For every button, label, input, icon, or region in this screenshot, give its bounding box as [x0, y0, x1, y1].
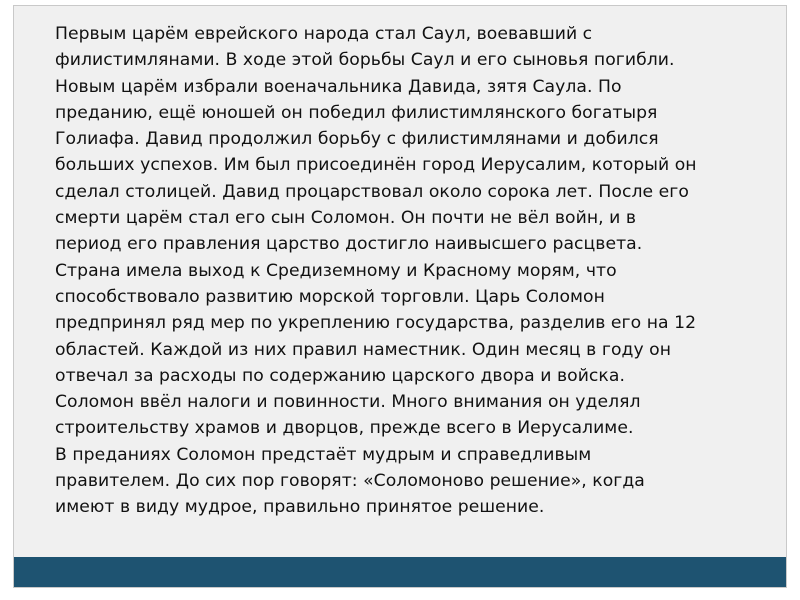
text-line: Первым царём еврейского народа стал Саул, воевавший с	[55, 24, 593, 44]
text-line: Страна имела выход к Средиземному и Красному морям, что	[55, 260, 617, 281]
text-line: правителем. До сих пор говорят: «Соломоново решение», когда	[55, 471, 645, 492]
text-line: преданию, ещё юношей он победил филистимлянского богатыря	[55, 102, 658, 123]
text-line: В преданиях Соломон предстаёт мудрым и справедливым	[55, 444, 592, 465]
text-line: смерти царём стал его сын Соломон. Он почти не вёл войн, и в	[55, 208, 637, 229]
text-line: способствовало развитию морской торговли. Царь Соломон	[55, 286, 605, 307]
slide-body-text	[55, 21, 755, 521]
text-line: Голиафа. Давид продолжил борьбу с филистимлянами и добился	[55, 129, 659, 150]
text-line: имеют в виду мудрое, правильно принятое решение.	[55, 497, 545, 518]
text-line: Соломон ввёл налоги и повинности. Много внимания он уделял	[55, 392, 641, 413]
text-line: больших успехов. Им был присоединён город Иерусалим, который он	[55, 155, 697, 176]
text-line: период его правления царство достигло наивысшего расцвета.	[55, 234, 643, 255]
text-line: предпринял ряд мер по укреплению государства, разделив его на 12	[55, 313, 697, 334]
text-line: строительству храмов и дворцов, прежде всего в Иерусалиме.	[55, 418, 634, 439]
text-line: отвечал за расходы по содержанию царского двора и войска.	[55, 365, 625, 386]
text-line: Новым царём избрали военачальника Давида, зятя Саула. По	[55, 76, 622, 97]
text-line: областей. Каждой из них правил наместник. Один месяц в году он	[55, 339, 672, 360]
text-line: филистимлянами. В ходе этой борьбы Саул и его сыновья погибли.	[55, 50, 675, 71]
footer-bar	[14, 557, 786, 587]
slide	[13, 5, 787, 588]
text-line: сделал столицей. Давид процарствовал около сорока лет. После его	[55, 181, 689, 202]
